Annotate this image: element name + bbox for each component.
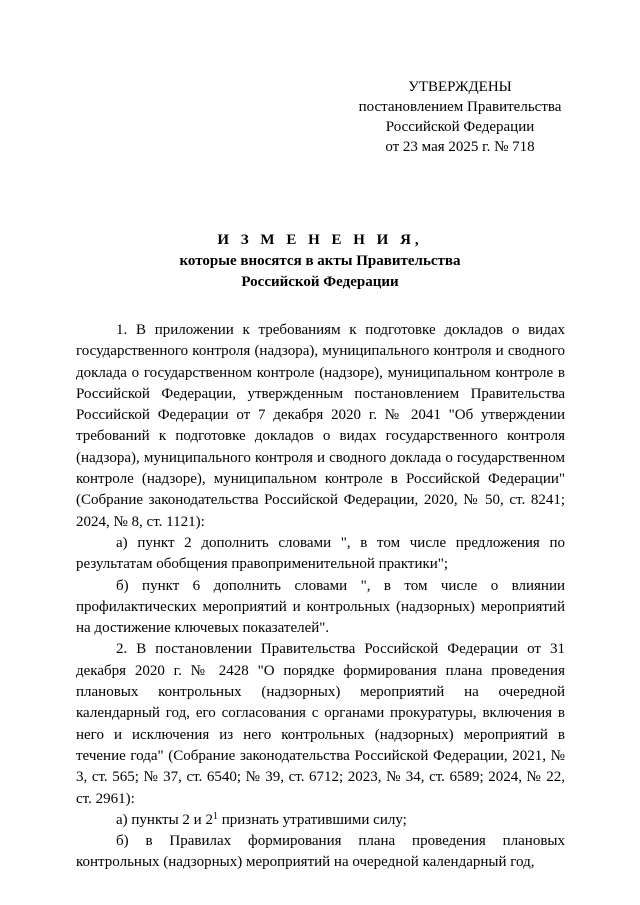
paragraph-1: 1. В приложении к требованиям к подготовке докладов о видах государственного контроля (надзора), муниципального контроля и сводного доклада о государственном контроле (надзоре), муниципальном контроле в Российской Федерации, утвержденным постановлением Правительства Российской Федерации от 7 декабря 2020 г. № 2041 "Об утверждении требований к подготовке докладов о видах государственного контроля (надзора), муниципального контроля и сводного доклада о государственном контроле (надзоре), муниципальном контроле в Российской Федерации" (Собрание законодательства Российской Федерации, 2020, № 50, ст. 8241; 2024, № 8, ст. 1121):: [76, 322, 565, 530]
title-heading: И З М Е Н Е Н И Я,: [217, 232, 423, 248]
approval-line: постановлением Правительства: [358, 99, 562, 115]
approval-line: Российской Федерации: [385, 119, 535, 135]
paragraph-1b: б) пункт 6 дополнить словами ", в том числе о влиянии профилактических мероприятий и контрольных (надзорных) мероприятий на достижение ключевых показателей".: [76, 577, 565, 637]
approval-date: от 23 мая 2025 г. № 718: [385, 139, 535, 155]
paragraph-2a-text-end: признать утратившими силу;: [217, 811, 407, 828]
paragraph-2: 2. В постановлении Правительства Российской Федерации от 31 декабря 2020 г. № 2428 "О порядке формирования плана проведения плановых контрольных (надзорных) мероприятий на очередной календарный год, его согласования с органами прокуратуры, включения в него и исключения из него контрольных (надзорных) мероприятий в течение года" (Собрание законодательства Российской Федерации, 2021, № 3, ст. 565; № 37, ст. 6540; № 39, ст. 6712; 2023, № 34, ст. 6589; 2024, № 22, ст. 2961):: [76, 641, 565, 807]
document-title: [0, 230, 640, 293]
paragraph-1a: а) пункт 2 дополнить словами ", в том числе предложения по результатам обобщения правоприменительной практики";: [76, 534, 565, 573]
document-body: [76, 320, 565, 874]
paragraph-2a: [76, 810, 565, 831]
paragraph-2b: б) в Правилах формирования плана проведения плановых контрольных (надзорных) мероприятий на очередной календарный год,: [76, 833, 565, 871]
superscript: 1: [212, 810, 218, 822]
approval-heading: УТВЕРЖДЕНЫ: [408, 79, 512, 95]
approval-block: [340, 77, 580, 157]
title-subline: Российской Федерации: [241, 274, 399, 290]
paragraph-2a-text: а) пункты 2 и 2: [116, 811, 213, 828]
title-subline: которые вносятся в акты Правительства: [179, 253, 461, 269]
